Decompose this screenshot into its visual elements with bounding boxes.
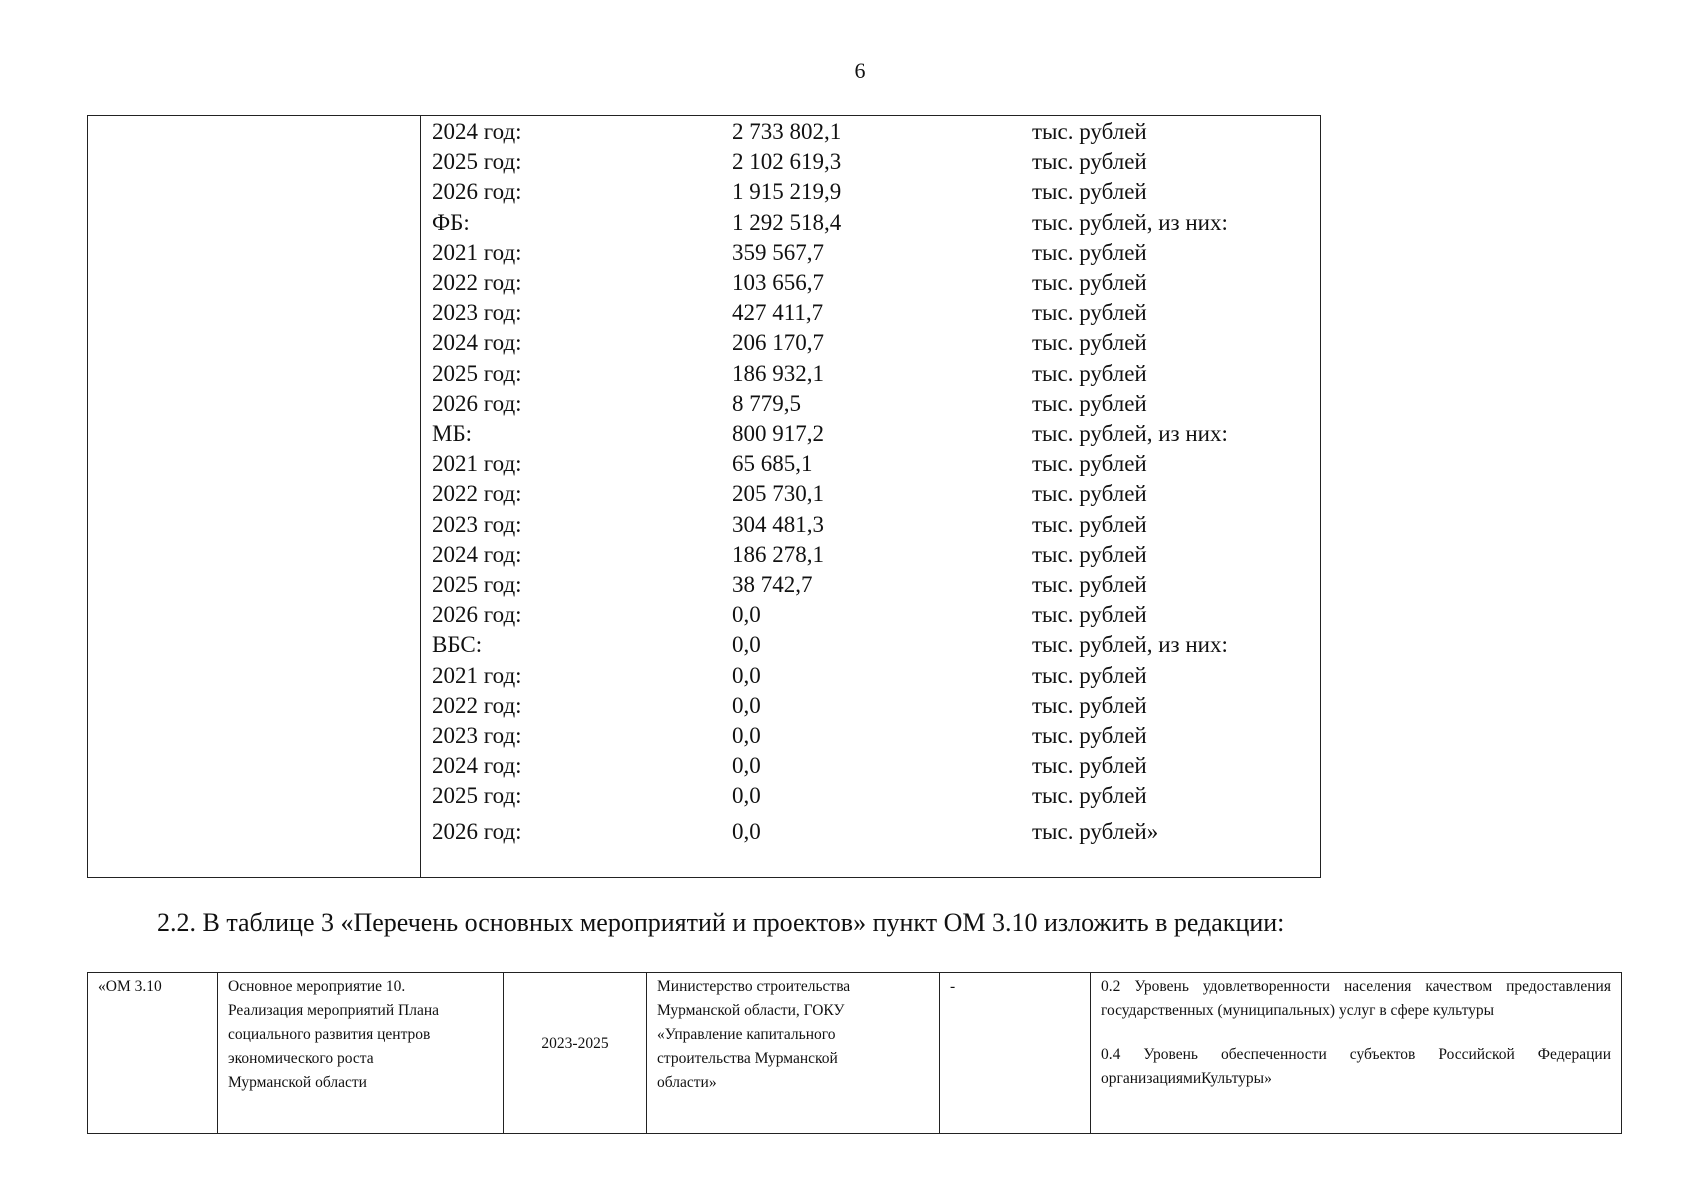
table-row [421, 721, 1320, 751]
row-amount: 8 779,5 [732, 390, 801, 416]
row-label: 2021 год: [432, 239, 522, 265]
row-amount: 1 915 219,9 [732, 179, 842, 205]
table-row [421, 117, 1320, 147]
row-unit: тыс. рублей, из них: [1032, 632, 1228, 658]
row-amount: 304 481,3 [732, 511, 824, 537]
row-label: 2026 год: [432, 818, 522, 844]
row-amount: 427 411,7 [732, 300, 824, 326]
row-unit: тыс. рублей [1032, 390, 1147, 416]
table-row [421, 781, 1320, 811]
activity-table [87, 972, 1622, 1134]
row-label: 2021 год: [432, 662, 522, 688]
financing-table [87, 115, 1321, 878]
row-unit: тыс. рублей [1032, 723, 1147, 748]
activity-code: «ОМ 3.10 [88, 973, 218, 1134]
table-row [421, 328, 1320, 358]
row-unit: тыс. рублей [1032, 541, 1147, 567]
table-row [421, 208, 1320, 238]
row-unit: тыс. рублей [1032, 783, 1147, 809]
row-label: 2024 год: [432, 330, 522, 356]
table-row [421, 449, 1320, 479]
table-row [421, 298, 1320, 328]
table-row [421, 177, 1320, 207]
row-unit: тыс. рублей [1032, 179, 1147, 205]
row-amount: 0,0 [732, 632, 761, 658]
row-unit: тыс. рублей [1032, 149, 1147, 175]
row-amount: 186 278,1 [732, 541, 824, 567]
row-label: 2026 год: [432, 602, 522, 628]
row-amount: 0,0 [732, 753, 761, 779]
row-unit: тыс. рублей [1032, 270, 1147, 295]
table-row [421, 570, 1320, 600]
table-row [421, 147, 1320, 177]
row-unit: тыс. рублей [1032, 360, 1147, 386]
row-amount: 38 742,7 [732, 572, 813, 597]
row-label: 2026 год: [432, 390, 522, 416]
row-label: 2024 год: [432, 753, 522, 779]
row-label: ВБС: [432, 632, 483, 658]
row-amount: 2 102 619,3 [732, 149, 842, 175]
row-label: 2022 год: [432, 270, 522, 295]
table-row [421, 419, 1320, 449]
row-unit: тыс. рублей [1032, 119, 1147, 144]
row-unit: тыс. рублей [1032, 300, 1147, 326]
activity-executor: Министерство строительства Мурманской области, ГОКУ «Управление капитального строительства Мурманской области» [647, 973, 940, 1134]
table-row [421, 751, 1320, 781]
row-unit: тыс. рублей [1032, 572, 1147, 597]
row-label: 2023 год: [432, 511, 522, 537]
row-label: 2024 год: [432, 119, 522, 144]
row-amount: 359 567,7 [732, 239, 824, 265]
row-amount: 103 656,7 [732, 270, 824, 295]
table-row [88, 973, 1622, 1134]
row-label: 2025 год: [432, 783, 522, 809]
activity-period: 2023-2025 [504, 973, 647, 1134]
row-label: 2022 год: [432, 692, 522, 718]
row-unit: тыс. рублей [1032, 602, 1147, 628]
row-unit: тыс. рублей [1032, 662, 1147, 688]
row-amount: 800 917,2 [732, 421, 824, 446]
table-row [421, 600, 1320, 630]
activity-indicators [1091, 973, 1622, 1134]
row-unit: тыс. рублей [1032, 511, 1147, 537]
row-unit: тыс. рублей [1032, 330, 1147, 356]
table-row [421, 691, 1320, 721]
row-label: 2023 год: [432, 723, 522, 748]
row-amount: 2 733 802,1 [732, 119, 842, 144]
table-row [421, 359, 1320, 389]
instruction-paragraph: 2.2. В таблице 3 «Перечень основных мероприятий и проектов» пункт ОМ 3.10 изложить в редакции: [157, 908, 1285, 937]
row-label: 2023 год: [432, 300, 522, 326]
row-label: 2026 год: [432, 179, 522, 205]
indicator-text: 0.4 Уровень обеспеченности субъектов Российской Федерации организациямиКультуры» [1101, 1046, 1611, 1087]
row-label: 2024 год: [432, 541, 522, 567]
row-unit: тыс. рублей, из них: [1032, 421, 1228, 446]
row-amount: 0,0 [732, 818, 761, 844]
row-unit: тыс. рублей, из них: [1032, 209, 1228, 235]
row-amount: 186 932,1 [732, 360, 824, 386]
table-row [421, 630, 1320, 660]
row-label: 2021 год: [432, 451, 522, 477]
table-row [421, 268, 1320, 298]
row-amount: 206 170,7 [732, 330, 824, 356]
table-row [421, 479, 1320, 509]
activity-name: Основное мероприятие 10. Реализация мероприятий Плана социального развития центров экономического роста Мурманской области [218, 973, 504, 1134]
row-amount: 0,0 [732, 602, 761, 628]
row-amount: 205 730,1 [732, 481, 824, 507]
row-label: 2025 год: [432, 149, 522, 175]
row-unit: тыс. рублей [1032, 451, 1147, 477]
table-row [421, 510, 1320, 540]
row-amount: 65 685,1 [732, 451, 813, 477]
table-row [421, 389, 1320, 419]
indicator-text: 0.2 Уровень удовлетворенности населения качеством предоставления государственных (муниципальных) услуг в сфере культуры [1101, 978, 1611, 1019]
row-unit: тыс. рублей [1032, 239, 1147, 265]
row-amount: 0,0 [732, 662, 761, 688]
row-label: 2022 год: [432, 481, 522, 507]
table-row [421, 817, 1320, 847]
row-unit: тыс. рублей [1032, 692, 1147, 718]
table-row [421, 661, 1320, 691]
row-amount: 0,0 [732, 723, 761, 748]
page-number: 6 [854, 58, 866, 83]
table-row [421, 238, 1320, 268]
row-unit: тыс. рублей» [1032, 818, 1159, 844]
row-amount: 0,0 [732, 783, 761, 809]
row-unit: тыс. рублей [1032, 481, 1147, 507]
row-label: ФБ: [432, 209, 470, 235]
activity-dash: - [940, 973, 1091, 1134]
row-label: 2025 год: [432, 572, 522, 597]
row-unit: тыс. рублей [1032, 753, 1147, 779]
row-label: 2025 год: [432, 360, 522, 386]
table-row [421, 540, 1320, 570]
row-amount: 1 292 518,4 [732, 209, 842, 235]
row-label: МБ: [432, 421, 473, 446]
row-amount: 0,0 [732, 692, 761, 718]
